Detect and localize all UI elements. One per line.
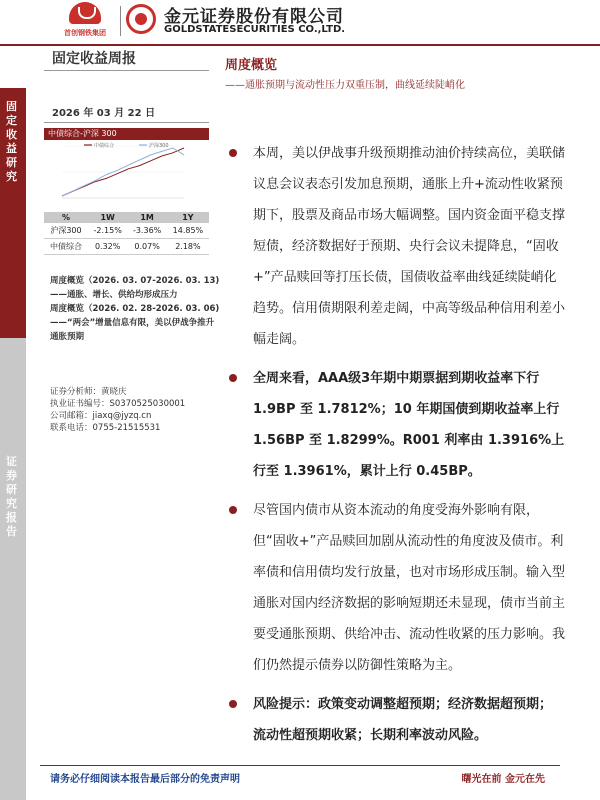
performance-table <box>44 212 209 255</box>
risk-warning <box>225 689 565 751</box>
company-logo-icon <box>126 4 156 34</box>
bullet-icon <box>229 506 237 514</box>
bullet-paragraph: 本周，美以伊战事升级预期推动油价持续高位，美联储议息会议表态引发加息预期，通胀上升+流动性收紧预期下，股票及商品市场大幅调整。国内资金面平稳支撑短债，经济数据好于预期、央行会议未提降息，“固收+”产品赎回等打压长债，国债收益率曲线延续陡峭化趋势。信用债期限利差走阔，中高等级品种信用利差小幅走阔。 <box>225 138 565 355</box>
section-title: 周度概览 <box>225 58 278 73</box>
bullet-icon <box>229 374 237 382</box>
table-cell: -3.36% <box>127 223 166 239</box>
report-type: 固定收益周报 <box>52 51 136 67</box>
risk-label: 风险提示： <box>253 697 319 712</box>
certificate-number: 执业证书编号：S0370525030001 <box>50 399 186 409</box>
analyst-name: 证券分析师：黄晓庆 <box>50 387 127 397</box>
legend-label: 中债综合 <box>94 143 115 149</box>
bullet-paragraph: 全周来看，AAA级3年期中期票据到期收益率下行 1.9BP 至 1.7812%；10 年期国债到期收益率上行 1.56BP 至 1.8299%。R001 利率由 1.3916%上行至 1.3961%，累计上行 0.45BP。 <box>225 363 565 487</box>
table-cell: 0.32% <box>88 239 127 255</box>
table-row <box>44 239 209 255</box>
bullet-paragraph: 尽管国内债市从资本流动的角度受海外影响有限，但“固收+”产品赎回加剧从流动性的角度波及债市。利率债和信用债均发行放量，也对市场形成压制。输入型通胀对国内经济数据的影响短期还未显现，债市当前主要受通胀预期、供给冲击、流动性收紧的压力影响。我们仍然提示债券以防御性策略为主。 <box>225 495 565 681</box>
table-cell: 0.07% <box>127 239 166 255</box>
index-chart <box>44 128 209 251</box>
divider <box>44 122 209 123</box>
company-slogan: 曙光在前 金元在先 <box>461 774 545 785</box>
company-name-cn: 金元证券股份有限公司 <box>164 7 344 27</box>
summary-bullets <box>225 138 565 751</box>
table-cell: -2.15% <box>88 223 127 239</box>
side-label-research: 固定收益研究 <box>6 100 17 183</box>
section-subtitle: ——通胀预期与流动性压力双重压制，曲线延续陡峭化 <box>225 80 465 91</box>
footer-rule <box>40 765 560 766</box>
related-reports <box>50 274 220 344</box>
related-report-title[interactable]: 周度概览（2026. 03. 07-2026. 03. 13) <box>50 276 220 286</box>
header-rule <box>0 44 600 46</box>
chart-title: 中债综合-沪深 300 <box>44 128 209 140</box>
table-cell: 14.85% <box>167 223 209 239</box>
line-chart <box>44 142 209 204</box>
divider <box>44 70 209 71</box>
chart-legend <box>84 142 169 149</box>
table-header: 1M <box>127 212 166 223</box>
analyst-email[interactable]: 公司邮箱：jiaxq@jyzq.cn <box>50 411 152 421</box>
related-report-subtitle: ——“两会”增量信息有限，美以伊战争推升通胀预期 <box>50 318 215 342</box>
disclaimer-notice[interactable]: 请务必仔细阅读本报告最后部分的免责声明 <box>50 774 240 785</box>
group-logo: 首创钢铁集团 <box>55 2 115 42</box>
table-cell: 沪深300 <box>44 223 88 239</box>
risk-text: 政策变动调整超预期；经济数据超预期；流动性超预期收紧；长期利率波动风险。 <box>253 697 553 743</box>
group-logo-icon <box>69 2 101 24</box>
analyst-contact <box>50 386 220 434</box>
table-header: 1Y <box>167 212 209 223</box>
table-cell: 2.18% <box>167 239 209 255</box>
header-divider <box>120 6 121 36</box>
company-name-en: GOLDSTATESECURITIES CO.,LTD. <box>164 24 346 35</box>
side-label-report: 证券研究报告 <box>6 455 17 538</box>
analyst-phone: 联系电话：0755-21515531 <box>50 423 161 433</box>
table-header: 1W <box>88 212 127 223</box>
legend-label: 沪深300 <box>149 143 169 149</box>
bullet-icon <box>229 700 237 708</box>
table-cell: 中债综合 <box>44 239 88 255</box>
table-row <box>44 223 209 239</box>
related-report-subtitle: ——通胀、增长、供给均形成压力 <box>50 290 178 300</box>
bullet-icon <box>229 149 237 157</box>
related-report-title[interactable]: 周度概览（2026. 02. 28-2026. 03. 06) <box>50 304 220 314</box>
report-date: 2026 年 03 月 22 日 <box>52 108 156 119</box>
table-header: % <box>44 212 88 223</box>
